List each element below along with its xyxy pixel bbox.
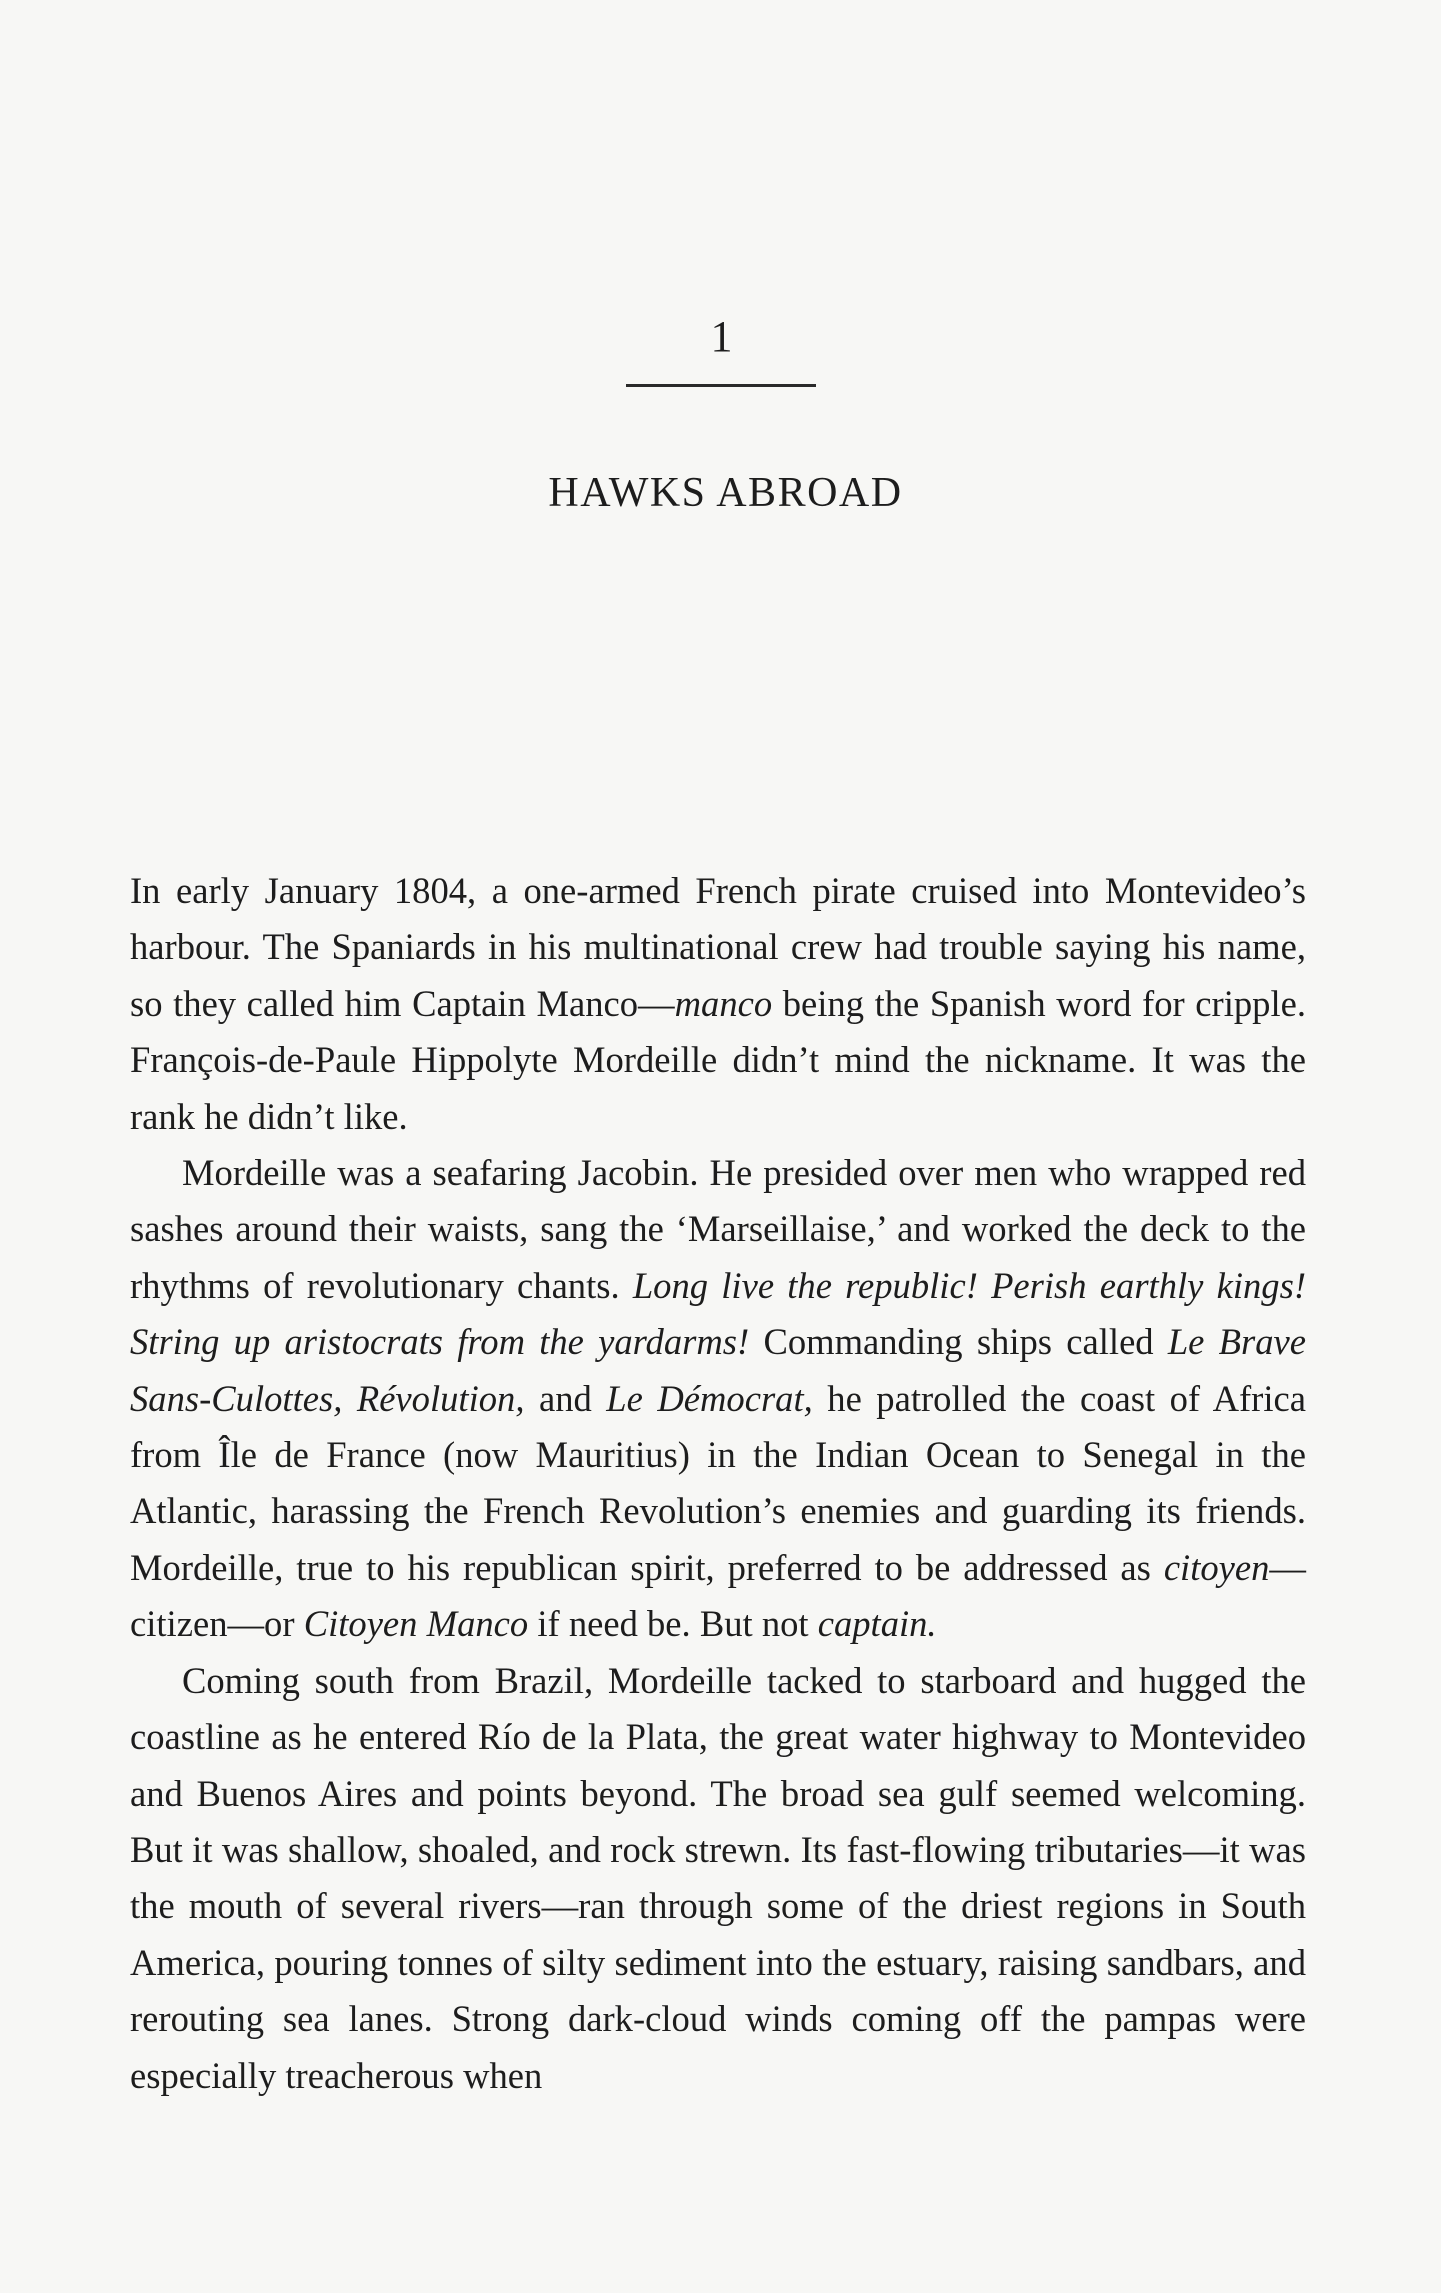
paragraph <box>130 1653 1306 2104</box>
chapter-divider <box>626 384 816 387</box>
text-run: if need be. But not <box>528 1603 818 1645</box>
chapter-body <box>130 863 1306 2104</box>
text-run: Coming south from Brazil, Mordeille tacked to starboard and hugged the coastline as he entered Río de la Plata, the great water highway to Montevideo and Buenos Aires and points beyond. The broad sea gulf seemed welcoming. But it was shallow, shoaled, and rock strewn. Its fast-flowing tributaries—it was the mouth of several rivers—ran through some of the driest regions in South America, pouring tonnes of silty sediment into the estuary, raising sandbars, and rerouting sea lanes. Strong dark-cloud winds coming off the pampas were especially treacherous when <box>130 1659 1306 2096</box>
italic-run: Le Brave Sans-Culottes, Révolution, <box>130 1321 1306 1419</box>
text-run: he patrolled the coast of Africa from Île de France (now Mauritius) in the Indian Ocean to Senegal in the Atlantic, harassing the French Revolution’s enemies and guarding its friends. Mordeille, true to his republican spirit, preferred to be addressed as <box>130 1377 1306 1588</box>
italic-run: Citoyen Manco <box>303 1603 529 1645</box>
italic-run: manco <box>674 982 773 1024</box>
text-run: —citizen—or <box>130 1546 1306 1645</box>
text-run: In early January 1804, a one-armed French pirate cruised into Montevideo’s harbour. The Spaniards in his multinational crew had trouble saying his name, so they called him Captain Manco— <box>130 870 1306 1024</box>
italic-run: citoyen <box>1163 1546 1270 1588</box>
paragraph <box>130 863 1306 1145</box>
paragraph <box>130 1145 1306 1653</box>
italic-run: captain. <box>817 1603 937 1645</box>
italic-run: Long live the republic! Perish earthly kings! String up aristocrats from the yardarms! <box>130 1264 1306 1363</box>
text-run: Mordeille was a seafaring Jacobin. He presided over men who wrapped red sashes around their waists, sang the ‘Marseillaise,’ and worked the deck to the rhythms of revolutionary chants. <box>130 1152 1306 1306</box>
italic-run: Le Démocrat, <box>606 1377 813 1419</box>
chapter-number: 1 <box>710 312 733 361</box>
chapter-title: HAWKS ABROAD <box>548 470 903 516</box>
text-run: Commanding ships called <box>749 1321 1168 1363</box>
text-run: being the Spanish word for cripple. François-de-Paule Hippolyte Mordeille didn’t mind the nickname. It was the rank he didn’t like. <box>130 982 1307 1137</box>
text-run: and <box>524 1377 607 1419</box>
